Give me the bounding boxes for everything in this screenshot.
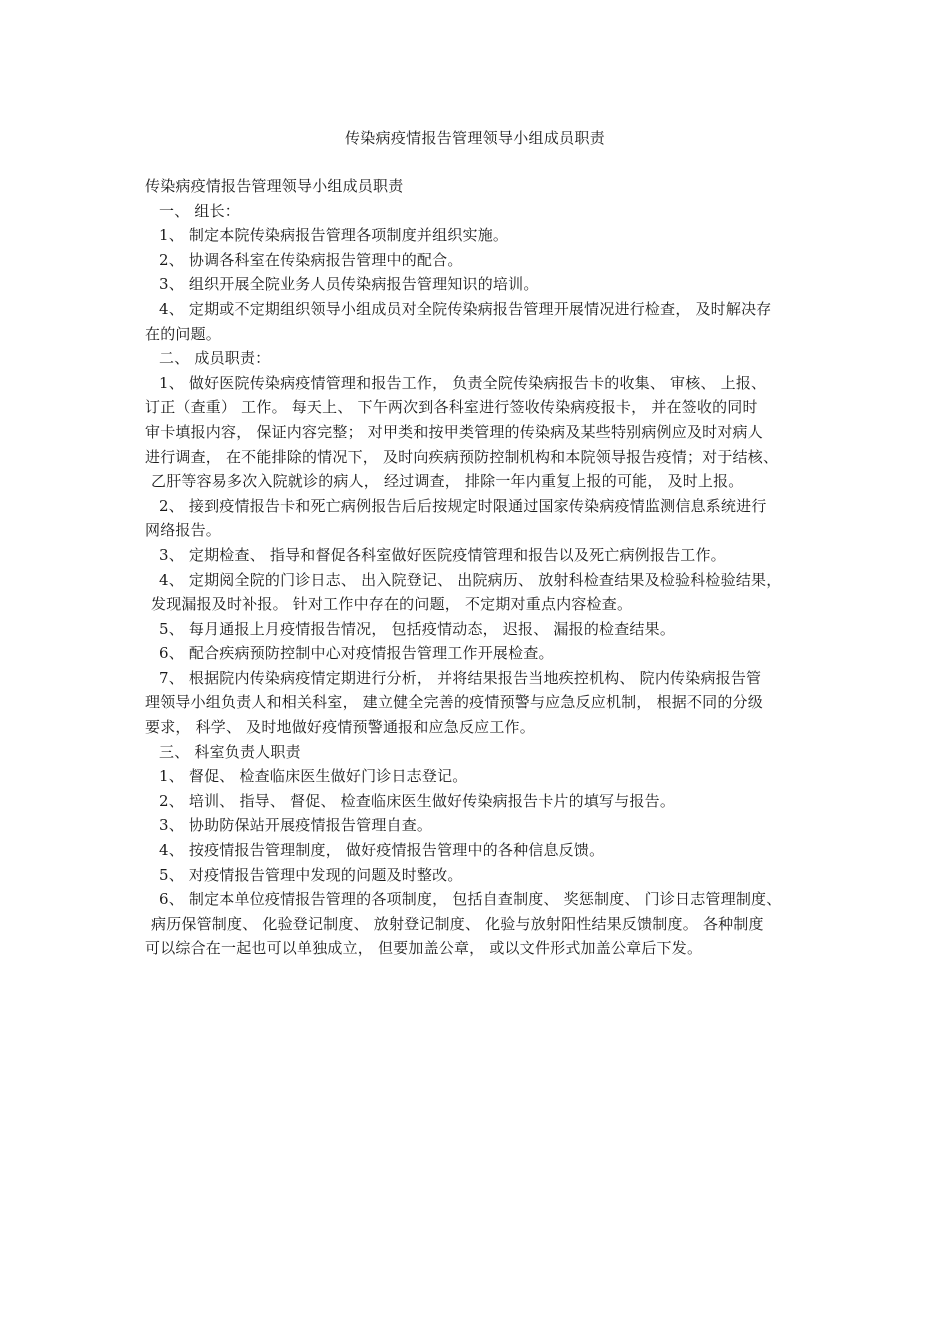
paragraph-line: 1、 做好医院传染病疫情管理和报告工作， 负责全院传染病报告卡的收集、 审核、 上报、: [159, 373, 767, 392]
paragraph-line: 2、 协调各科室在传染病报告管理中的配合。: [159, 250, 463, 269]
paragraph-line: 6、 制定本单位疫情报告管理的各项制度， 包括自查制度、 奖惩制度、 门诊日志管理制度、: [159, 890, 782, 909]
paragraph-line: 2、 接到疫情报告卡和死亡病例报告后后按规定时限通过国家传染病疫情监测信息系统进行: [159, 496, 767, 515]
paragraph-line: 7、 根据院内传染病疫情定期进行分析， 并将结果报告当地疾控机构、 院内传染病报告管: [159, 668, 762, 687]
paragraph-line: 3、 定期检查、 指导和督促各科室做好医院疫情管理和报告以及死亡病例报告工作。: [159, 545, 726, 564]
paragraph-line: 一、 组长：: [159, 201, 240, 220]
paragraph-line: 5、 对疫情报告管理中发现的问题及时整改。: [159, 865, 463, 884]
paragraph-line: 1、 制定本院传染病报告管理各项制度并组织实施。: [159, 226, 509, 245]
paragraph-line: 2、 培训、 指导、 督促、 检查临床医生做好传染病报告卡片的填写与报告。: [159, 791, 676, 810]
document-title: 传染病疫情报告管理领导小组成员职责: [344, 129, 606, 147]
paragraph-line: 5、 每月通报上月疫情报告情况， 包括疫情动态， 迟报、 漏报的检查结果。: [159, 619, 676, 638]
paragraph-line: 在的问题。: [145, 324, 222, 343]
paragraph-line: 4、 定期阅全院的门诊日志、 出入院登记、 出院病历、 放射科检查结果及检验科检验结果，: [159, 570, 782, 589]
paragraph-line: 审卡填报内容， 保证内容完整； 对甲类和按甲类管理的传染病及某些特别病例应及时对病人: [145, 422, 763, 441]
paragraph-line: 进行调查， 在不能排除的情况下， 及时向疾病预防控制机构和本院领导报告疫情；对于结核、: [145, 447, 779, 466]
paragraph-line: 发现漏报及时补报。 针对工作中存在的问题， 不定期对重点内容检查。: [151, 595, 633, 614]
paragraph-line: 理领导小组负责人和相关科室， 建立健全完善的疫情预警与应急反应机制， 根据不同的分级: [145, 693, 763, 712]
paragraph-line: 3、 组织开展全院业务人员传染病报告管理知识的培训。: [159, 275, 539, 294]
paragraph-line: 订正（查重） 工作。 每天上、 下午两次到各科室进行签收传染病疫报卡， 并在签收的同时: [145, 398, 758, 417]
paragraph-line: 二、 成员职责：: [159, 349, 271, 368]
paragraph-line: 可以综合在一起也可以单独成立， 但要加盖公章， 或以文件形式加盖公章后下发。: [145, 939, 703, 958]
paragraph-line: 网络报告。: [145, 521, 222, 540]
paragraph-line: 三、 科室负责人职责: [159, 742, 301, 761]
paragraph-line: 4、 定期或不定期组织领导小组成员对全院传染病报告管理开展情况进行检查， 及时解决存: [159, 299, 772, 318]
body-heading: 传染病疫情报告管理领导小组成员职责: [145, 177, 404, 195]
document-body: [145, 174, 835, 961]
paragraph-line: 3、 协助防保站开展疫情报告管理自查。: [159, 816, 433, 835]
paragraph-line: 4、 按疫情报告管理制度， 做好疫情报告管理中的各种信息反馈。: [159, 841, 605, 860]
paragraph-line: 病历保管制度、 化验登记制度、 放射登记制度、 化验与放射阳性结果反馈制度。 各种制度: [151, 914, 764, 933]
paragraph-line: 乙肝等容易多次入院就诊的病人， 经过调查， 排除一年内重复上报的可能， 及时上报。: [151, 472, 744, 491]
paragraph-line: 1、 督促、 检查临床医生做好门诊日志登记。: [159, 767, 468, 786]
paragraph-line: 6、 配合疾病预防控制中心对疫情报告管理工作开展检查。: [159, 644, 554, 663]
paragraph-line: 要求， 科学、 及时地做好疫情预警通报和应急反应工作。: [145, 718, 535, 737]
